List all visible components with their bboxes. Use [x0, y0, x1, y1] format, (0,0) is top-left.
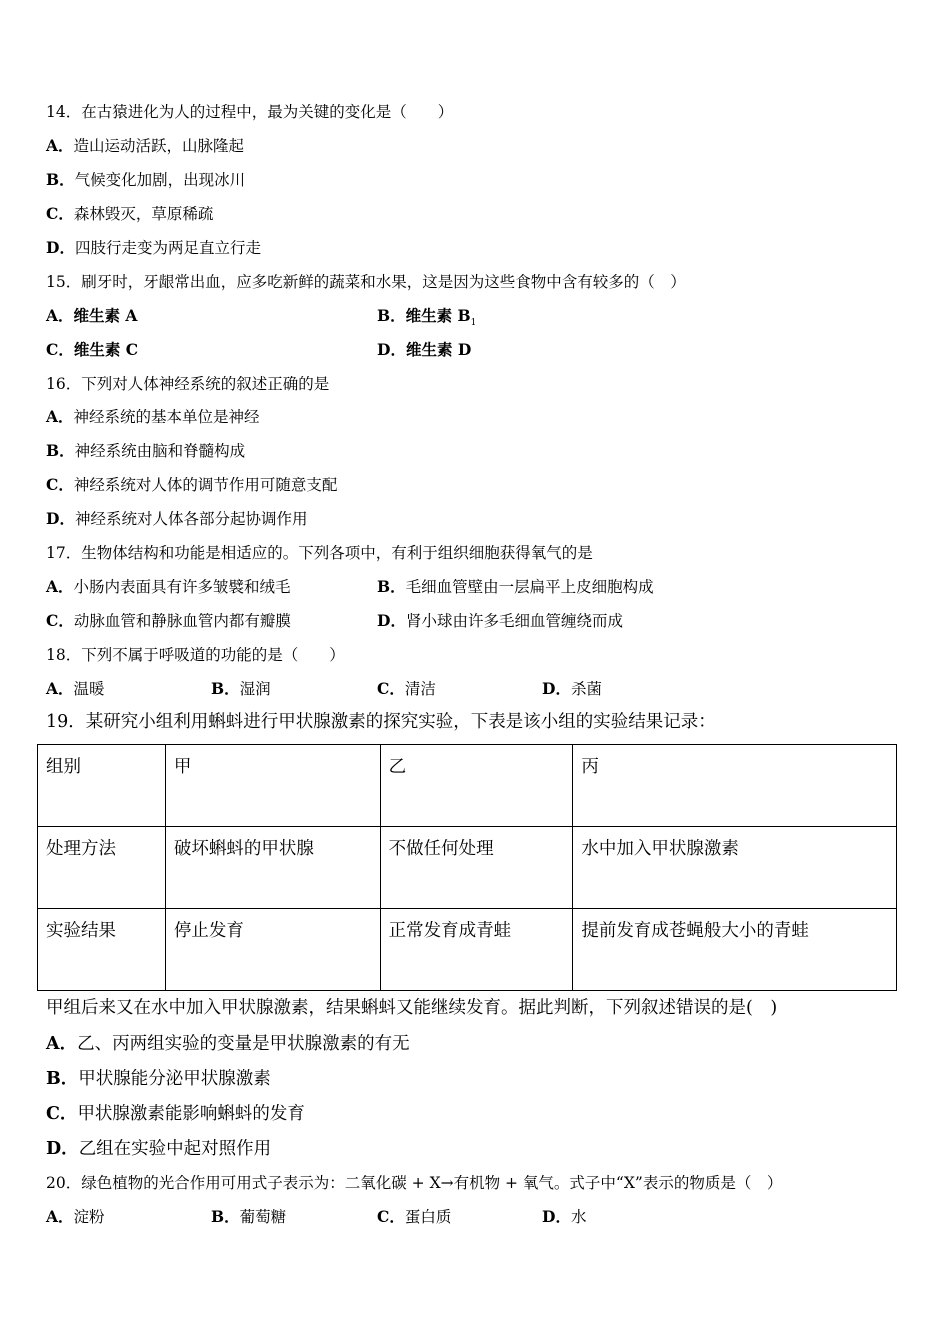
q14-option-d[interactable]: [46, 238, 261, 258]
q20-option-d[interactable]: [542, 1207, 586, 1227]
q17-option-a[interactable]: [46, 577, 291, 597]
option-text: 乙、丙两组实验的变量是甲状腺激素的有无: [77, 1034, 410, 1054]
option-text: 甲状腺激素能影响蝌蚪的发育: [77, 1104, 305, 1124]
q20-option-b[interactable]: [211, 1207, 286, 1227]
option-text: 维生素 D: [405, 340, 472, 359]
option-text: 维生素 A: [73, 306, 138, 325]
table-row: [38, 745, 897, 827]
option-label: B．: [46, 441, 75, 460]
option-text: 淀粉: [73, 1208, 105, 1226]
option-text: 毛细血管壁由一层扁平上皮细胞构成: [405, 578, 654, 596]
option-label: C．: [46, 204, 74, 223]
option-text: 神经系统对人体各部分起协调作用: [74, 510, 308, 528]
option-text: 维生素 C: [73, 340, 139, 359]
option-label: D．: [377, 611, 406, 630]
option-label: B．: [211, 1207, 240, 1226]
q14-option-b[interactable]: [46, 170, 245, 190]
option-text: 清洁: [404, 680, 436, 698]
option-text: 小肠内表面具有许多皱襞和绒毛: [73, 578, 291, 596]
q14-option-a[interactable]: [46, 136, 244, 156]
option-text: 温暖: [73, 680, 105, 698]
q17-option-d[interactable]: [377, 611, 623, 631]
question-18-stem: 18．下列不属于呼吸道的功能的是（ ）: [46, 646, 345, 664]
q18-option-d[interactable]: [542, 679, 602, 699]
table-cell: 水中加入甲状腺激素: [573, 827, 897, 909]
option-label: B．: [377, 577, 406, 596]
option-text: 气候变化加剧，出现冰川: [74, 171, 246, 189]
q17-option-b[interactable]: [377, 577, 654, 597]
q15-option-a[interactable]: [46, 306, 137, 326]
option-text: 森林毁灭，草原稀疏: [73, 205, 214, 223]
question-19-followup: 甲组后来又在水中加入甲状腺激素，结果蝌蚪又能继续发育。据此判断，下列叙述错误的是( ): [46, 998, 778, 1018]
option-label: A．: [46, 679, 74, 698]
question-15-stem: 15．刷牙时，牙龈常出血，应多吃新鲜的蔬菜和水果，这是因为这些食物中含有较多的（ ）: [46, 273, 686, 291]
option-label: B．: [377, 306, 406, 325]
q18-option-c[interactable]: [377, 679, 436, 699]
option-text: 造山运动活跃，山脉隆起: [73, 137, 245, 155]
table-cell: 实验结果: [38, 909, 166, 991]
option-label: B．: [46, 1069, 79, 1089]
q16-option-b[interactable]: [46, 441, 245, 461]
table-cell: 乙: [380, 745, 573, 827]
question-19-stem: 19．某研究小组利用蝌蚪进行甲状腺激素的探究实验，下表是该小组的实验结果记录：: [46, 712, 716, 732]
q19-option-c[interactable]: [46, 1103, 305, 1125]
question-16-stem: 16．下列对人体神经系统的叙述正确的是: [46, 375, 330, 393]
option-text: 水: [570, 1208, 587, 1226]
q20-option-c[interactable]: [377, 1207, 451, 1227]
q15-option-c[interactable]: [46, 340, 138, 360]
q19-option-b[interactable]: [46, 1068, 271, 1090]
table-row: [38, 827, 897, 909]
option-text: 蛋白质: [404, 1208, 452, 1226]
table-cell: 甲: [165, 745, 380, 827]
option-label: C．: [46, 611, 74, 630]
option-text: 四肢行走变为两足直立行走: [74, 239, 261, 257]
q15-option-b[interactable]: [377, 306, 476, 333]
question-20-stem: 20．绿色植物的光合作用可用式子表示为：二氧化碳 + X→有机物 + 氧气。式子中“X”表示的物质是（ ）: [46, 1174, 783, 1192]
option-label: A．: [46, 306, 74, 325]
option-label: D．: [46, 238, 75, 257]
table-cell: 提前发育成苍蝇般大小的青蛙: [573, 909, 897, 991]
table-cell: 丙: [573, 745, 897, 827]
option-text: 神经系统的基本单位是神经: [73, 408, 260, 426]
table-cell: 组别: [38, 745, 166, 827]
option-text: 神经系统由脑和脊髓构成: [74, 442, 246, 460]
table-cell: 正常发育成青蛙: [380, 909, 573, 991]
option-label: A．: [46, 577, 74, 596]
q16-option-c[interactable]: [46, 475, 337, 495]
option-label: A．: [46, 136, 74, 155]
option-label: B．: [46, 170, 75, 189]
option-label: C．: [46, 340, 74, 359]
q15-option-d[interactable]: [377, 340, 471, 360]
option-text: 动脉血管和静脉血管内都有瓣膜: [73, 612, 291, 630]
option-label: A．: [46, 1034, 78, 1054]
q14-option-c[interactable]: [46, 204, 213, 224]
q18-option-a[interactable]: [46, 679, 105, 699]
q18-option-b[interactable]: [211, 679, 271, 699]
table-cell: 破坏蝌蚪的甲状腺: [165, 827, 380, 909]
table-row: [38, 909, 897, 991]
option-text: 杀菌: [570, 680, 602, 698]
option-label: C．: [377, 679, 405, 698]
option-subscript: 1: [470, 318, 477, 329]
option-label: D．: [377, 340, 406, 359]
option-label: D．: [46, 1139, 79, 1159]
option-label: D．: [542, 1207, 571, 1226]
option-label: C．: [377, 1207, 405, 1226]
option-text: 甲状腺能分泌甲状腺激素: [78, 1069, 271, 1089]
option-label: C．: [46, 475, 74, 494]
table-cell: 不做任何处理: [380, 827, 573, 909]
option-label: A．: [46, 1207, 74, 1226]
q20-option-a[interactable]: [46, 1207, 105, 1227]
table-cell: 停止发育: [165, 909, 380, 991]
option-text: 湿润: [239, 680, 271, 698]
option-label: D．: [542, 679, 571, 698]
q16-option-a[interactable]: [46, 407, 260, 427]
experiment-results-table: [37, 744, 897, 991]
option-label: D．: [46, 509, 75, 528]
option-text: 乙组在实验中起对照作用: [78, 1139, 272, 1159]
question-17-stem: 17．生物体结构和功能是相适应的。下列各项中，有利于组织细胞获得氧气的是: [46, 544, 593, 562]
table-cell: 处理方法: [38, 827, 166, 909]
option-text: 神经系统对人体的调节作用可随意支配: [73, 476, 338, 494]
option-text: 葡萄糖: [239, 1208, 287, 1226]
q19-option-a[interactable]: [46, 1033, 410, 1055]
option-label: A．: [46, 407, 74, 426]
option-text: 维生素 B: [405, 306, 471, 325]
q19-option-d[interactable]: [46, 1138, 271, 1160]
q16-option-d[interactable]: [46, 509, 307, 529]
option-label: B．: [211, 679, 240, 698]
question-14-stem: 14．在古猿进化为人的过程中，最为关键的变化是（ ）: [46, 103, 454, 121]
option-text: 肾小球由许多毛细血管缠绕而成: [405, 612, 623, 630]
q17-option-c[interactable]: [46, 611, 291, 631]
option-label: C．: [46, 1104, 78, 1124]
